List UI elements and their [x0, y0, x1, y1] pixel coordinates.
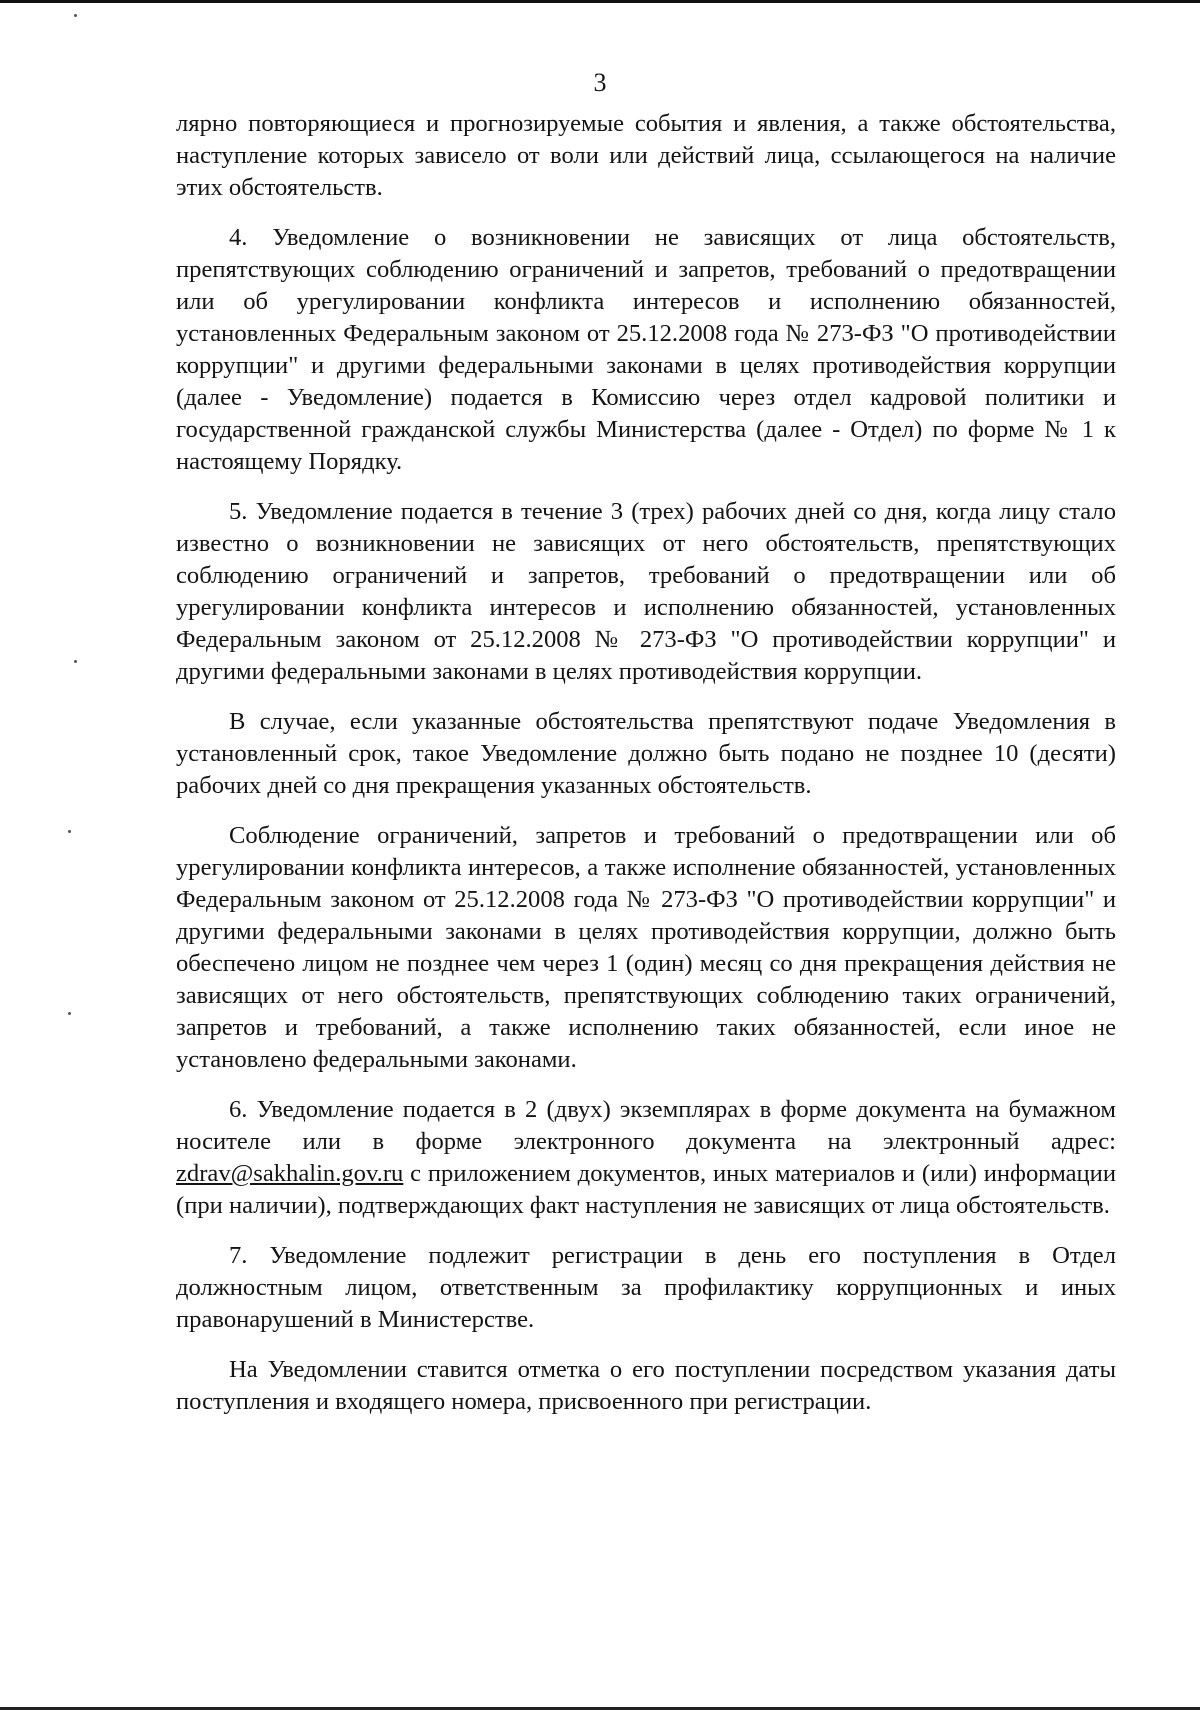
paragraph-item-5: 5. Уведомление подается в течение 3 (трех) рабочих дней со дня, когда лицу стало известно о возникновении не зависящих от него обстоятельств, препятствующих соблюдению ограничений и запретов, требований о предотвращении или об урегулировании конфликта интересов и исполнению обязанностей, установленных Федеральным законом от 25.12.2008 № 273-ФЗ "О противодействии коррупции" и другими федеральными законами в целях противодействия коррупции.	[176, 498, 1116, 685]
paragraph-item-5-compliance: Соблюдение ограничений, запретов и требований о предотвращении или об урегулировании конфликта интересов, а также исполнение обязанностей, установленных Федеральным законом от 25.12.2008 года № 273-ФЗ "О противодействии коррупции" и другими федеральными законами в целях противодействия коррупции, должно быть обеспечено лицом не позднее чем через 1 (один) месяц со дня прекращения действия не зависящих от него обстоятельств, препятствующих соблюдению таких ограничений, запретов и требований, а также исполнению таких обязанностей, если иное не установлено федеральными законами.	[176, 822, 1116, 1073]
paragraph-item-7: 7. Уведомление подлежит регистрации в день его поступления в Отдел должностным лицом, ответственным за профилактику коррупционных и иных правонарушений в Министерстве.	[176, 1242, 1116, 1333]
margin-speck	[68, 1012, 71, 1015]
margin-speck	[68, 830, 71, 833]
paragraph-item-5-deadline: В случае, если указанные обстоятельства препятствуют подаче Уведомления в установленный срок, такое Уведомление должно быть подано не позднее 10 (десяти) рабочих дней со дня прекращения указанных обстоятельств.	[176, 708, 1116, 799]
paragraph-item-6-text-before: 6. Уведомление подается в 2 (двух) экземплярах в форме документа на бумажном носителе или в форме электронного документа на электронный адрес:	[176, 1096, 1116, 1155]
scan-top-border	[0, 0, 1200, 3]
page-number: 3	[593, 68, 607, 97]
paragraph-item-7-registration-mark: На Уведомлении ставится отметка о его поступлении посредством указания даты поступления и входящего номера, присвоенного при регистрации.	[176, 1356, 1116, 1415]
email-link[interactable]: zdrav@sakhalin.gov.ru	[176, 1160, 404, 1187]
paragraph-item-4: 4. Уведомление о возникновении не зависящих от лица обстоятельств, препятствующих соблюдению ограничений и запретов, требований о предотвращении или об урегулировании конфликта интересов и исполнению обязанностей, установленных Федеральным законом от 25.12.2008 года № 273-ФЗ "О противодействии коррупции" и другими федеральными законами в целях противодействия коррупции (далее - Уведомление) подается в Комиссию через отдел кадровой политики и государственной гражданской службы Министерства (далее - Отдел) по форме № 1 к настоящему Порядку.	[176, 224, 1116, 475]
margin-speck	[74, 660, 77, 663]
margin-speck	[74, 14, 77, 17]
paragraph-item-6	[176, 1094, 1116, 1222]
document-body	[176, 108, 1116, 1436]
paragraph-item-6-text-after: с приложением документов, иных материалов и (или) информации (при наличии), подтверждающих факт наступления не зависящих от лица обстоятельств.	[176, 1160, 1116, 1219]
paragraph-continuation: лярно повторяющиеся и прогнозируемые события и явления, а также обстоятельства, наступление которых зависело от воли или действий лица, ссылающегося на наличие этих обстоятельств.	[176, 110, 1116, 201]
